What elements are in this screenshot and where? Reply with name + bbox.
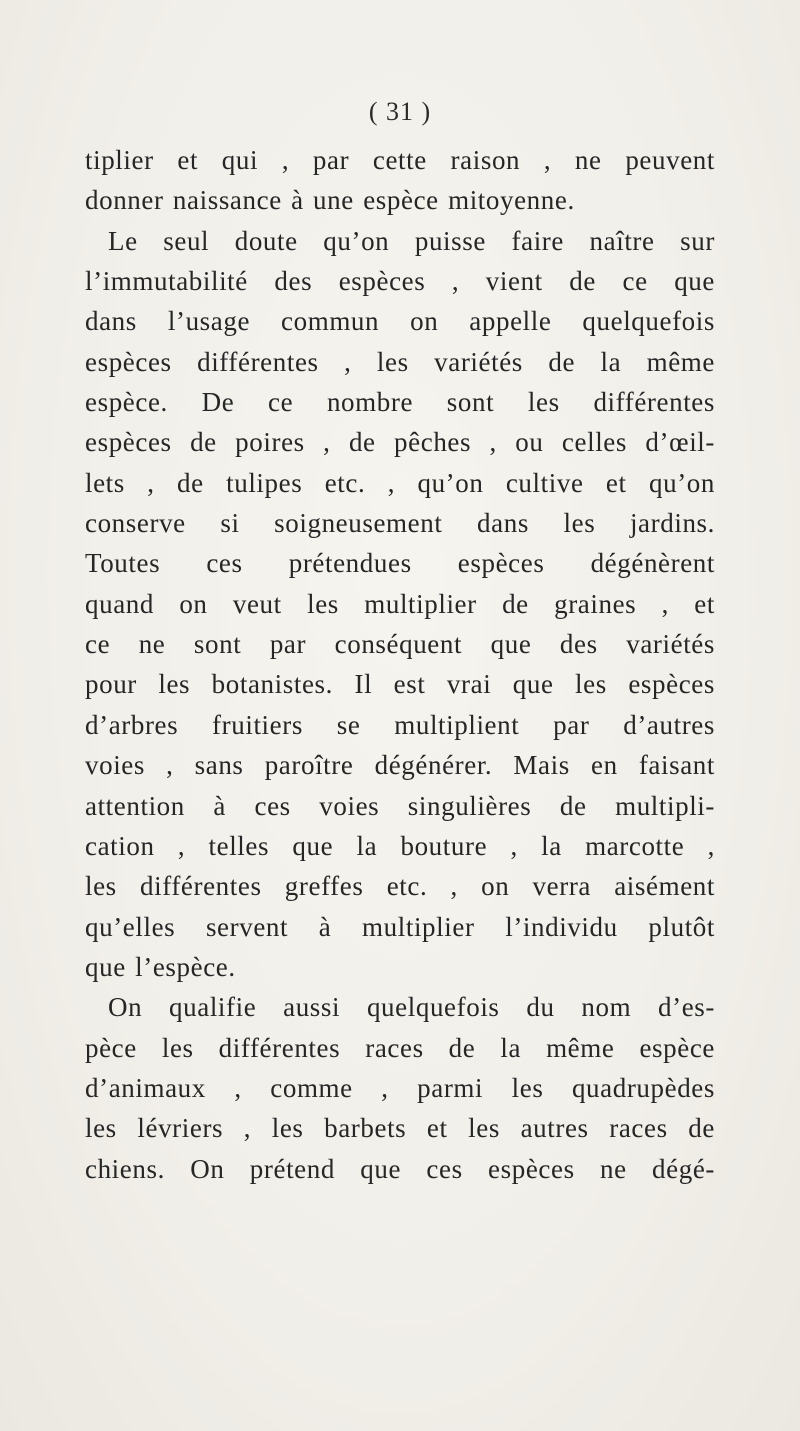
text-line: les différentes greffes etc. , on verra aisément (85, 871, 715, 902)
text-line: cation , telles que la bouture , la marcotte , (85, 830, 715, 861)
text-line: Le seul doute qu’on puisse faire naître sur (108, 225, 715, 256)
text-line: ce ne sont par conséquent que des variétés (85, 629, 715, 660)
text-line: l’immutabilité des espèces , vient de ce que (85, 266, 715, 297)
text-line: tiplier et qui , par cette raison , ne peuvent (85, 145, 715, 175)
text-line: Toutes ces prétendues espèces dégénèrent (85, 548, 715, 579)
text-line: que l’espèce. (85, 951, 236, 982)
text-line: pèce les différentes races de la même espèce (85, 1032, 715, 1063)
text-line: voies , sans paroître dégénérer. Mais en faisant (85, 750, 715, 781)
text-line: d’animaux , comme , parmi les quadrupèdes (85, 1072, 715, 1103)
body-text (85, 140, 715, 1189)
text-line: espèces différentes , les variétés de la même (85, 346, 715, 377)
page-number: ( 31 ) (368, 97, 432, 126)
text-line: espèce. De ce nombre sont les différentes (85, 387, 715, 418)
text-line: attention à ces voies singulières de multipli- (85, 790, 715, 821)
text-line: lets , de tulipes etc. , qu’on cultive et qu’on (85, 467, 715, 498)
text-line: conserve si soigneusement dans les jardins. (85, 508, 715, 539)
text-line: espèces de poires , de pêches , ou celles d’œil- (85, 427, 715, 458)
text-line: quand on veut les multiplier de graines , et (85, 588, 715, 619)
text-line: On qualifie aussi quelquefois du nom d’es- (108, 992, 715, 1023)
text-line: qu’elles servent à multiplier l’individu plutôt (85, 911, 715, 942)
text-line: les lévriers , les barbets et les autres races de (85, 1113, 715, 1144)
text-line: dans l’usage commun on appelle quelquefois (85, 306, 715, 337)
text-line: pour les botanistes. Il est vrai que les espèces (85, 669, 715, 700)
text-line: d’arbres fruitiers se multiplient par d’autres (85, 709, 715, 740)
text-line: chiens. On prétend que ces espèces ne dégé- (85, 1153, 715, 1184)
text-line: donner naissance à une espèce mitoyenne. (85, 185, 575, 216)
